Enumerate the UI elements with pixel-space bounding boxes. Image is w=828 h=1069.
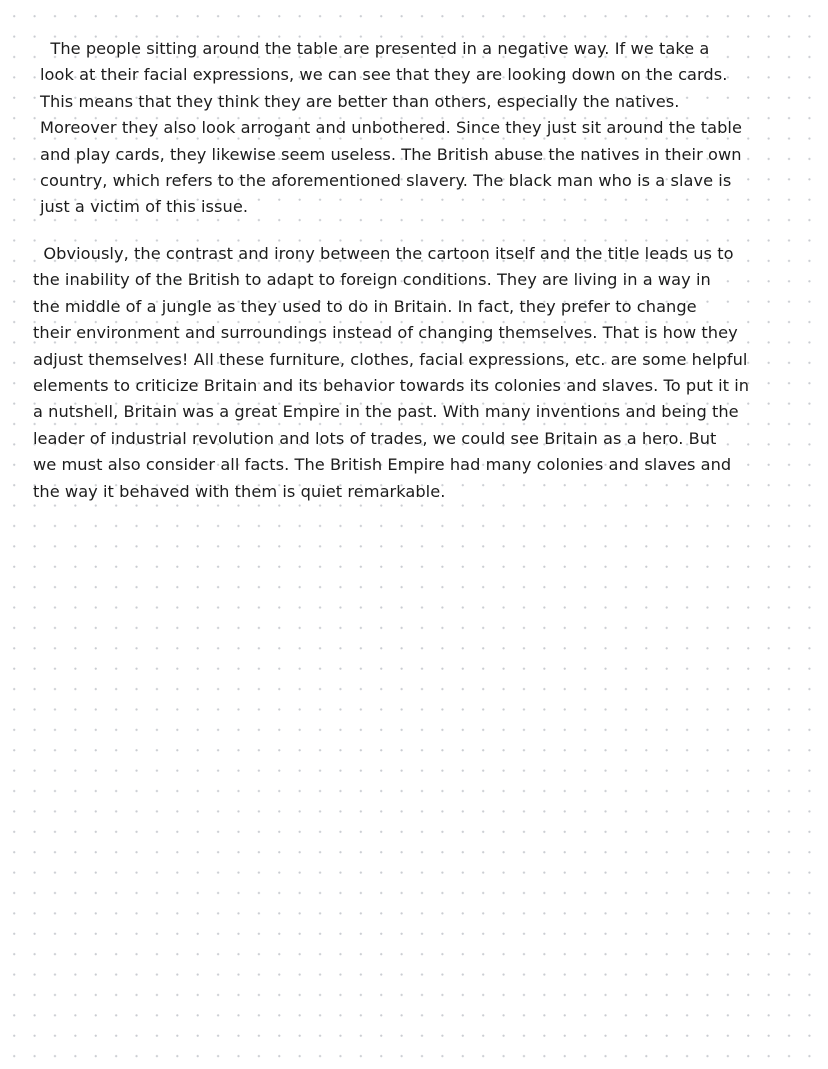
- paragraph-1-line-7: just a victim of this issue.: [40, 197, 249, 217]
- paragraph-2-line-6: elements to criticize Britain and its behavior towards its colonies and slaves. To put it in: [33, 376, 750, 396]
- paragraph-1-line-2: look at their facial expressions, we can see that they are looking down on the cards.: [40, 65, 728, 85]
- paragraph-2: [33, 241, 749, 505]
- paragraph-2-line-2: the inability of the British to adapt to foreign conditions. They are living in a way in: [33, 270, 711, 290]
- paragraph-2-line-7: a nutshell, Britain was a great Empire in the past. With many inventions and being the: [33, 402, 739, 422]
- paragraph-2-line-1: Obviously, the contrast and irony between the cartoon itself and the title leads us to: [33, 244, 734, 263]
- paragraph-1-line-3: This means that they think they are better than others, especially the natives.: [40, 91, 680, 111]
- paragraph-2-line-4: their environment and surroundings instead of changing themselves. That is how they: [33, 323, 738, 343]
- paragraph-2-line-5: adjust themselves! All these furniture, clothes, facial expressions, etc. are some helpful: [33, 349, 748, 369]
- paragraph-1: [40, 36, 742, 221]
- paragraph-1-line-6: country, which refers to the aforementioned slavery. The black man who is a slave is: [40, 171, 732, 191]
- paragraph-1-line-5: and play cards, they likewise seem useless. The British abuse the natives in their own: [40, 144, 742, 164]
- paragraph-2-line-3: the middle of a jungle as they used to do in Britain. In fact, they prefer to change: [33, 296, 697, 316]
- paragraph-1-line-1: The people sitting around the table are presented in a negative way. If we take a: [40, 39, 710, 58]
- paragraph-2-line-10: the way it behaved with them is quiet remarkable.: [33, 481, 446, 501]
- paragraph-1-line-4: Moreover they also look arrogant and unbothered. Since they just sit around the table: [40, 118, 742, 138]
- paragraph-2-line-8: leader of industrial revolution and lots of trades, we could see Britain as a hero. But: [33, 428, 717, 448]
- paragraph-2-line-9: we must also consider all facts. The British Empire had many colonies and slaves and: [33, 455, 732, 475]
